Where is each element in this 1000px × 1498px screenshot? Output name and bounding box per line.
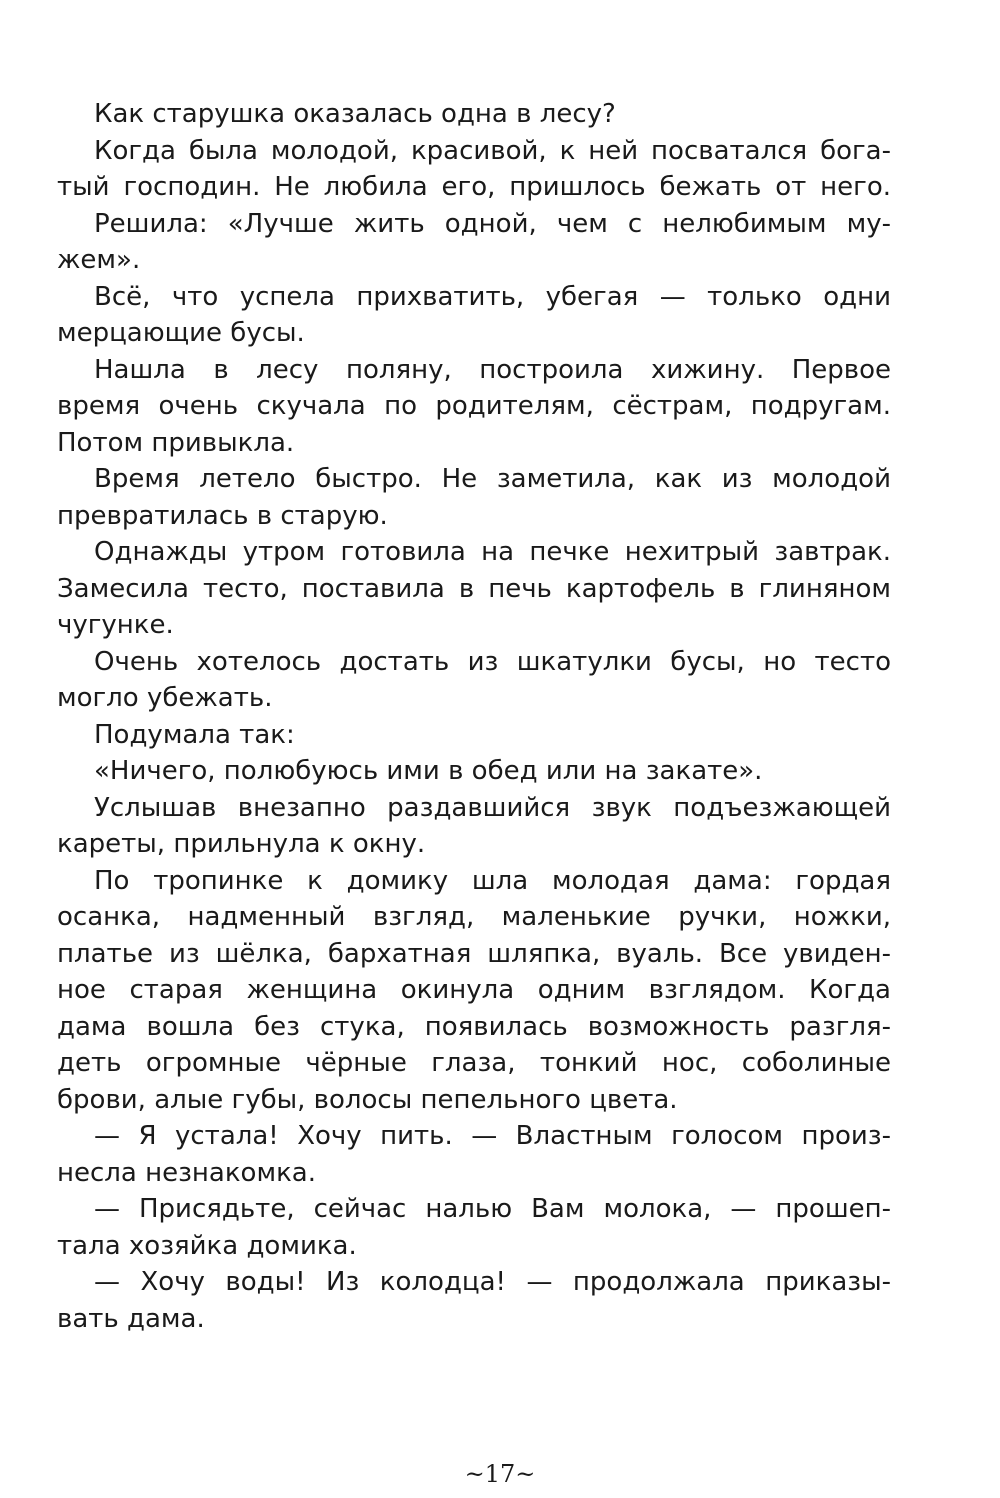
text-line: деть огромные чёрные глаза, тонкий нос, соболиные (57, 1048, 891, 1078)
text-line: мерцающие бусы. (57, 318, 305, 348)
text-line: несла незнакомка. (57, 1157, 316, 1188)
text-line: Решила: «Лучше жить одной, чем с нелюбимым му- (94, 208, 891, 239)
text-line: — Присядьте, сейчас налью Вам молока, — прошеп- (94, 1194, 891, 1224)
text-line: чугунке. (57, 610, 174, 640)
text-line: — Я устала! Хочу пить. — Властным голосом произ- (94, 1121, 891, 1151)
text-line: ное старая женщина окинула одним взглядом. Когда (57, 975, 891, 1005)
text-line: Как старушка оказалась одна в лесу? (94, 99, 616, 129)
text-line: вать дама. (57, 1303, 205, 1334)
text-line: дама вошла без стука, появилась возможность разгля- (57, 1011, 891, 1042)
text-line: тый господин. Не любила его, пришлось бежать от него. (57, 172, 891, 202)
text-line: кареты, прильнула к окну. (57, 829, 426, 859)
text-line: Подумала так: (94, 719, 295, 750)
text-line: брови, алые губы, волосы пепельного цвета. (57, 1084, 678, 1115)
text-line: тала хозяйка домика. (57, 1230, 357, 1261)
text-line: — Хочу воды! Из колодца! — продолжала приказы- (94, 1267, 891, 1297)
text-line: Очень хотелось достать из шкатулки бусы, но тесто (94, 646, 891, 677)
text-line: Замесила тесто, поставила в печь картофель в глиняном (57, 573, 891, 604)
text-line: могло убежать. (57, 683, 273, 713)
text-line: превратилась в старую. (57, 500, 388, 531)
body-text (57, 96, 891, 1337)
text-line: время очень скучала по родителям, сёстрам, подругам. (57, 391, 891, 421)
text-line: «Ничего, полюбуюсь ими в обед или на закате». (94, 756, 763, 786)
text-line: Услышав внезапно раздавшийся звук подъезжающей (94, 792, 891, 823)
text-line: Когда была молодой, красивой, к ней посватался бога- (94, 135, 891, 166)
text-line: Время летело быстро. Не заметила, как из молодой (94, 464, 891, 494)
text-line: Всё, что успела прихватить, убегая — только одни (94, 281, 891, 312)
text-line: осанка, надменный взгляд, маленькие ручки, ножки, (57, 902, 891, 932)
text-line: По тропинке к домику шла молодая дама: гордая (94, 865, 891, 896)
text-line: жем». (57, 245, 141, 275)
page-number: ~17~ (464, 1460, 536, 1488)
text-line: Потом привыкла. (57, 427, 295, 458)
text-line: Однажды утром готовила на печке нехитрый завтрак. (94, 537, 891, 567)
text-line: Нашла в лесу поляну, построила хижину. Первое (94, 354, 891, 385)
text-line: платье из шёлка, бархатная шляпка, вуаль. Все увиден- (57, 938, 891, 969)
